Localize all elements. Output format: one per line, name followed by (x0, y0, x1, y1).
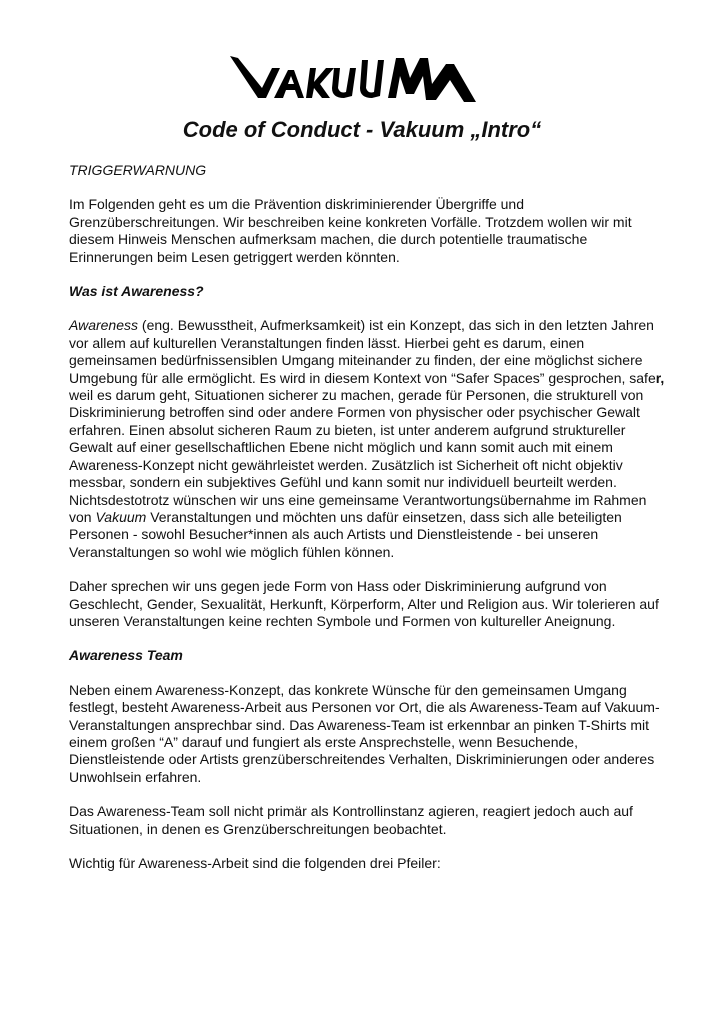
awareness-paragraph-2: Daher sprechen wir uns gegen jede Form von Hass oder Diskriminierung aufgrund von Geschlecht, Gender, Sexualität, Herkunft, Körperform, Alter und Religion aus. Wir tolerieren auf unseren Veranstaltungen keine rechten Symbole und Formen von kultureller Aneignung. (69, 578, 659, 629)
trigger-warning-heading: TRIGGERWARNUNG (69, 162, 207, 178)
awareness-paragraph-1 (69, 317, 669, 561)
logo-stroke-k (306, 68, 334, 98)
awareness-team-paragraph-2: Das Awareness-Team soll nicht primär als Kontrollinstanz agieren, reagiert jedoch auch auf Situationen, in denen es Grenzüberschreitungen beobachtet. (69, 803, 633, 837)
awareness-heading: Was ist Awareness? (69, 283, 204, 300)
logo-stroke-v (230, 56, 280, 98)
awareness-term: Awareness (69, 317, 139, 334)
awareness-text-a: (eng. Bewusstheit, Aufmerksamkeit) ist ein Konzept, das sich in den letzten Jahren vor allem auf kulturellen Veranstaltungen finden lässt. Hierbei geht es darum, einen gemeinsamen bedürfnissensiblen Umgang miteinander zu finden, der eine möglichst sichere Umgebung für alle ermöglicht. Es wird in diesem Kontext von “Safer Spaces” gesprochen, safe (69, 317, 656, 386)
vakuum-name: Vakuum (95, 508, 147, 525)
awareness-team-paragraph-3: Wichtig für Awareness-Arbeit sind die folgenden drei Pfeiler: (69, 855, 441, 871)
awareness-team-paragraph-1: Neben einem Awareness-Konzept, das konkrete Wünsche für den gemeinsamen Umgang festlegt, besteht Awareness-Arbeit aus Personen vor Ort, die als Awareness-Team auf Vakuum-Veranstaltungen ansprechbar sind. Das Awareness-Team ist erkennbar an pinken T-Shirts mit einem großen “A” darauf und fungiert als erste Ansprechstelle, wenn Besuchende, Dienstleistende oder Artists grenzüberschreitendes Verhalten, Diskriminierungen oder anderes Unwohlsein erfahren. (69, 681, 660, 785)
vakuum-logo (228, 54, 478, 104)
logo-stroke-m (388, 58, 476, 102)
logo-stroke-u1 (332, 68, 356, 98)
awareness-team-heading: Awareness Team (69, 647, 183, 664)
logo-stroke-a (274, 70, 304, 98)
awareness-text-b: weil es darum geht, Situationen sicherer zu machen, gerade für Personen, die strukturell von Diskriminierung betroffen sind oder andere Formen von physischer oder psychischer Gewalt erfahren. Einen absolut sicheren Raum zu bieten, ist unter anderem aufgrund struktureller Gewalt auf einer gesellschaftlichen Ebene nicht möglich und kann somit auch mit einem Awareness-Konzept nicht gewährleistet werden. Zusätzlich ist Sicherheit oft nicht objektiv messbar, sondern ein subjektives Gefühl und kann somit nur individuell beurteilt werden. Nichtsdestotrotz wünschen wir uns eine gemeinsame Verantwortungsübernahme im Rahmen von (69, 387, 647, 525)
awareness-text-c: Veranstaltungen und möchten uns dafür einsetzen, dass sich alle beteiligten Personen - sowohl Besucher*innen als auch Artists und Dienstleistende - bei unseren Veranstaltungen so wohl wie möglich fühlen können. (69, 508, 622, 560)
logo-stroke-u2 (360, 60, 384, 98)
document-body (69, 162, 669, 889)
page-title: Code of Conduct - Vakuum „Intro“ (182, 117, 542, 142)
trigger-warning-text: Im Folgenden geht es um die Prävention diskriminierender Übergriffe und Grenzüberschreitungen. Wir beschreiben keine konkreten Vorfälle. Trotzdem wollen wir mit diesem Hinweis Menschen aufmerksam machen, die durch potentielle traumatische Erinnerungen beim Lesen getriggert werden könnten. (69, 196, 632, 265)
awareness-text-bold-r: r, (655, 369, 665, 386)
